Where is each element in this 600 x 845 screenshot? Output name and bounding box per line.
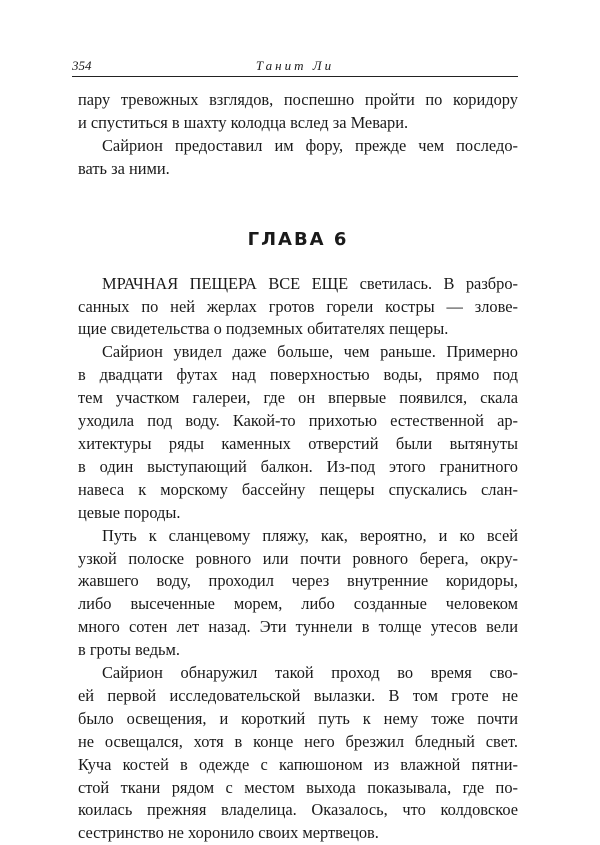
text-line: жавшего воду, проходил через внутренние коридоры, (78, 571, 518, 591)
paragraph (78, 273, 518, 342)
text-line: навеса к морскому бассейну пещеры спускались слан- (78, 479, 518, 499)
text-line: уходила под воду. Какой-то прихотью естественной ар- (78, 411, 518, 431)
text-line: МРАЧНАЯ ПЕЩЕРА ВСЕ ЕЩЕ светилась. В разбро- (102, 273, 518, 293)
text-line: щие свидетельства о подземных обитателях пещеры. (78, 319, 449, 339)
text-line: сестринство не хоронило своих мертвецов. (78, 823, 379, 843)
text-line: Сайрион обнаружил такой проход во время сво- (102, 663, 518, 683)
intro-paragraph-1 (78, 89, 518, 135)
text-line: ей первой исследовательской вылазки. В том гроте не (78, 685, 518, 705)
text-line: не освещался, хотя в конце него брезжил бледный свет. (78, 731, 518, 751)
text-line: стой ткани рядом с местом выхода показывала, где по- (78, 777, 518, 797)
text-line: Сайрион увидел даже больше, чем раньше. Примерно (102, 342, 518, 362)
paragraph (78, 525, 518, 662)
text-line: в двадцати футах над поверхностью воды, прямо под (78, 365, 518, 385)
text-line: тем участком галереи, где он впервые появился, скала (78, 388, 518, 408)
text-line: пару тревожных взглядов, поспешно пройти по коридору (78, 90, 518, 109)
chapter-title: ГЛАВА 6 (247, 228, 349, 250)
running-title: Танит Ли (255, 58, 335, 73)
text-line: узкой полоске ровного или почти ровного берега, окру- (78, 548, 518, 568)
text-line: в гроты ведьм. (78, 640, 180, 660)
page-body (78, 89, 518, 845)
text-line: санных по ней жерлах гротов горели костры — злове- (78, 296, 518, 316)
text-line: цевые породы. (78, 502, 181, 522)
paragraph (78, 341, 518, 524)
text-line: хитектуры ряды каменных отверстий были вытянуты (78, 433, 518, 453)
text-line: Путь к сланцевому пляжу, как, вероятно, и ко всей (102, 525, 518, 545)
text-line: вать за ними. (78, 158, 170, 178)
text-line: либо высеченные морем, либо созданные человеком (78, 594, 518, 614)
text-line: и спуститься в шахту колодца вслед за Мевари. (78, 112, 409, 132)
running-header (72, 56, 518, 77)
text-line: Куча костей в одежде с капюшоном из влажной пятни- (78, 754, 518, 774)
text-line: много сотен лет назад. Эти туннели в толще утесов вели (78, 617, 518, 637)
intro-paragraph-2 (78, 135, 518, 181)
text-line: в один выступающий балкон. Из-под этого гранитного (78, 456, 518, 476)
page-number: 354 (72, 58, 92, 73)
paragraph (78, 662, 518, 845)
text-line: было освещения, и короткий путь к нему тоже почти (78, 708, 518, 728)
text-line: Сайрион предоставил им фору, прежде чем последо- (102, 135, 518, 155)
text-line: коилась прежняя владелица. Оказалось, что колдовское (78, 800, 518, 820)
